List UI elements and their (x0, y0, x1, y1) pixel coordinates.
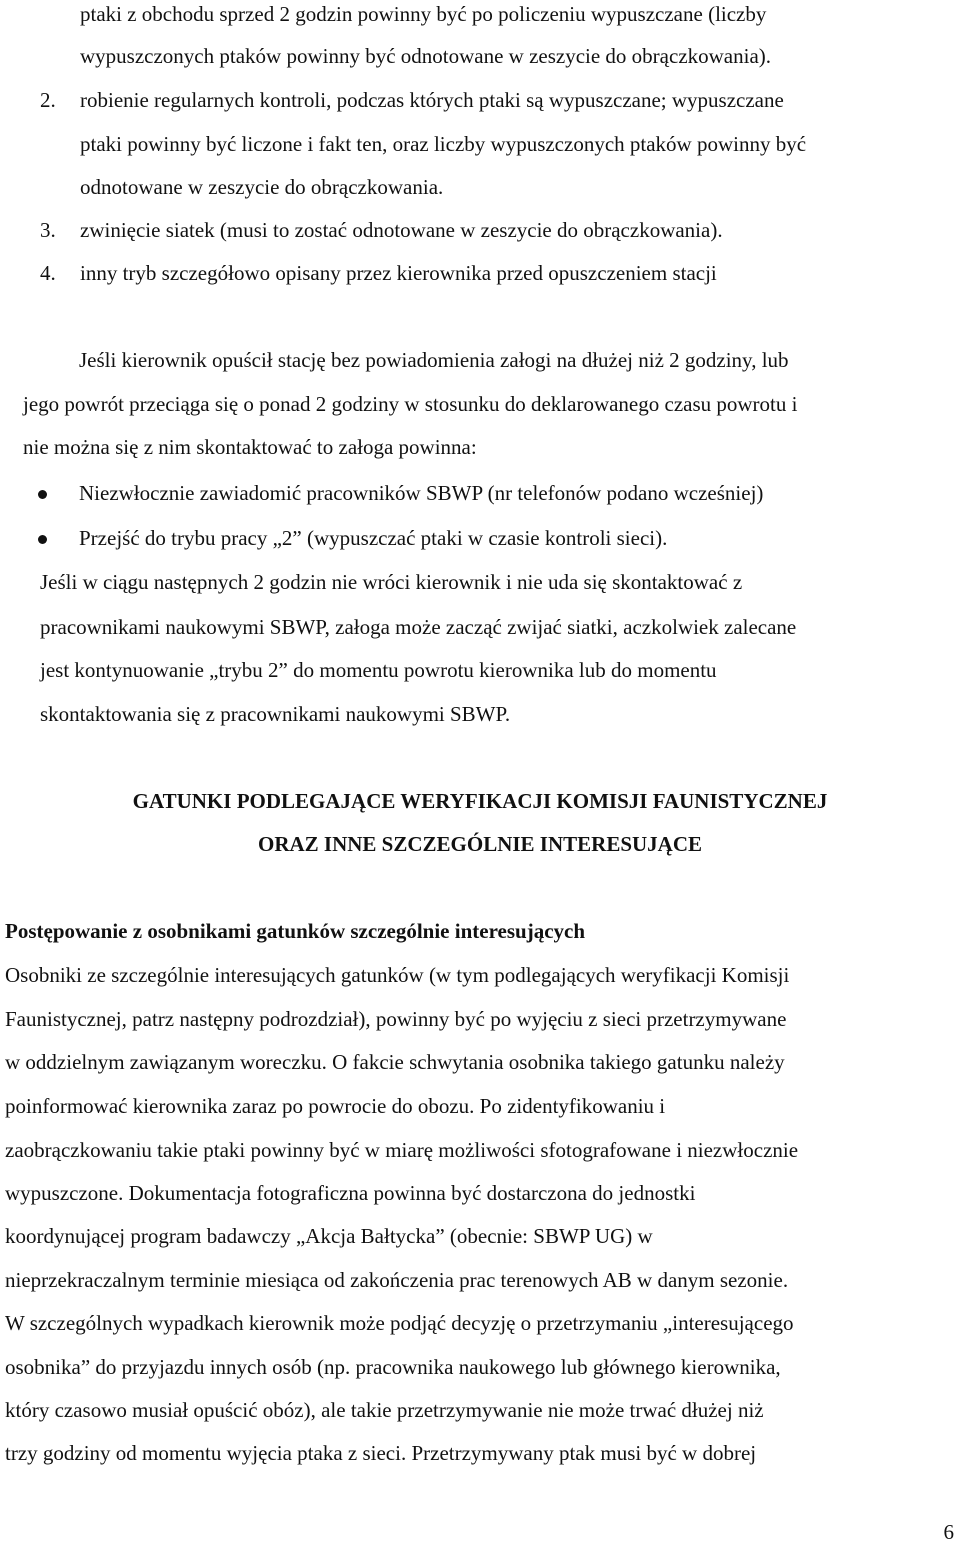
subsection-title: Postępowanie z osobnikami gatunków szczególnie interesujących (5, 919, 586, 943)
paragraph-line: zaobrączkowaniu takie ptaki powinny być w miarę możliwości sfotografowane i niezwłocznie (5, 1138, 799, 1162)
paragraph-line: pracownikami naukowymi SBWP, załoga może zacząć zwijać siatki, aczkolwiek zalecane (40, 615, 797, 639)
paragraph-line: poinformować kierownika zaraz po powrocie do obozu. Po zidentyfikowaniu i (5, 1094, 666, 1118)
paragraph-line: który czasowo musiał opuścić obóz), ale takie przetrzymywanie nie może trwać dłużej niż (5, 1398, 764, 1422)
list-item-line: robienie regularnych kontroli, podczas których ptaki są wypuszczane; wypuszczane (80, 88, 784, 112)
paragraph-line: nieprzekraczalnym terminie miesiąca od zakończenia prac terenowych AB w danym sezonie. (5, 1268, 789, 1292)
paragraph-line: skontaktowania się z pracownikami naukowymi SBWP. (40, 702, 511, 726)
page-number: 6 (943, 1520, 954, 1544)
paragraph-line: Osobniki ze szczególnie interesujących gatunków (w tym podlegających weryfikacji Komisji (5, 963, 790, 987)
paragraph-line: trzy godziny od momentu wyjęcia ptaka z sieci. Przetrzymywany ptak musi być w dobrej (5, 1441, 757, 1465)
section-heading-line-1: GATUNKI PODLEGAJĄCE WERYFIKACJI KOMISJI FAUNISTYCZNEJ (132, 789, 828, 813)
list-item-number: 2. (40, 88, 56, 112)
paragraph-line: w oddzielnym zawiązanym woreczku. O fakcie schwytania osobnika takiego gatunku należy (5, 1050, 785, 1074)
bullet-item: Niezwłocznie zawiadomić pracowników SBWP (nr telefonów podano wcześniej) (79, 481, 764, 505)
paragraph-line: Jeśli kierownik opuścił stację bez powiadomienia załogi na dłużej niż 2 godziny, lub (79, 348, 789, 372)
paragraph-line: jego powrót przeciąga się o ponad 2 godziny w stosunku do deklarowanego czasu powrotu i (23, 392, 798, 416)
paragraph-line: wypuszczone. Dokumentacja fotograficzna powinna być dostarczona do jednostki (5, 1181, 696, 1205)
list-continuation-line: wypuszczonych ptaków powinny być odnotowane w zeszycie do obrączkowania). (80, 44, 772, 68)
bullet-dot-icon (38, 490, 47, 499)
bullet-dot-icon (38, 535, 47, 544)
paragraph-line: nie można się z nim skontaktować to załoga powinna: (23, 435, 477, 459)
paragraph-line: W szczególnych wypadkach kierownik może podjąć decyzję o przetrzymaniu „interesującego (5, 1311, 794, 1335)
list-item-line: zwinięcie siatek (musi to zostać odnotowane w zeszycie do obrączkowania). (80, 218, 723, 242)
paragraph-line: Faunistycznej, patrz następny podrozdział), powinny być po wyjęciu z sieci przetrzymywane (5, 1007, 787, 1031)
bullet-item: Przejść do trybu pracy „2” (wypuszczać ptaki w czasie kontroli sieci). (79, 526, 668, 550)
list-item-number: 3. (40, 218, 56, 242)
list-item-line: inny tryb szczegółowo opisany przez kierownika przed opuszczeniem stacji (80, 261, 717, 285)
paragraph-line: koordynującej program badawczy „Akcja Bałtycka” (obecnie: SBWP UG) w (5, 1224, 653, 1248)
list-item-number: 4. (40, 261, 56, 285)
paragraph-line: osobnika” do przyjazdu innych osób (np. pracownika naukowego lub głównego kierownika, (5, 1355, 781, 1379)
paragraph-line: Jeśli w ciągu następnych 2 godzin nie wróci kierownik i nie uda się skontaktować z (40, 570, 743, 594)
list-item-line: odnotowane w zeszycie do obrączkowania. (80, 175, 444, 199)
list-item-line: ptaki powinny być liczone i fakt ten, oraz liczby wypuszczonych ptaków powinny być (80, 132, 807, 156)
section-heading-line-2: ORAZ INNE SZCZEGÓLNIE INTERESUJĄCE (257, 832, 703, 856)
list-continuation-line: ptaki z obchodu sprzed 2 godzin powinny być po policzeniu wypuszczane (liczby (80, 2, 767, 26)
paragraph-line: jest kontynuowanie „trybu 2” do momentu powrotu kierownika lub do momentu (40, 658, 717, 682)
